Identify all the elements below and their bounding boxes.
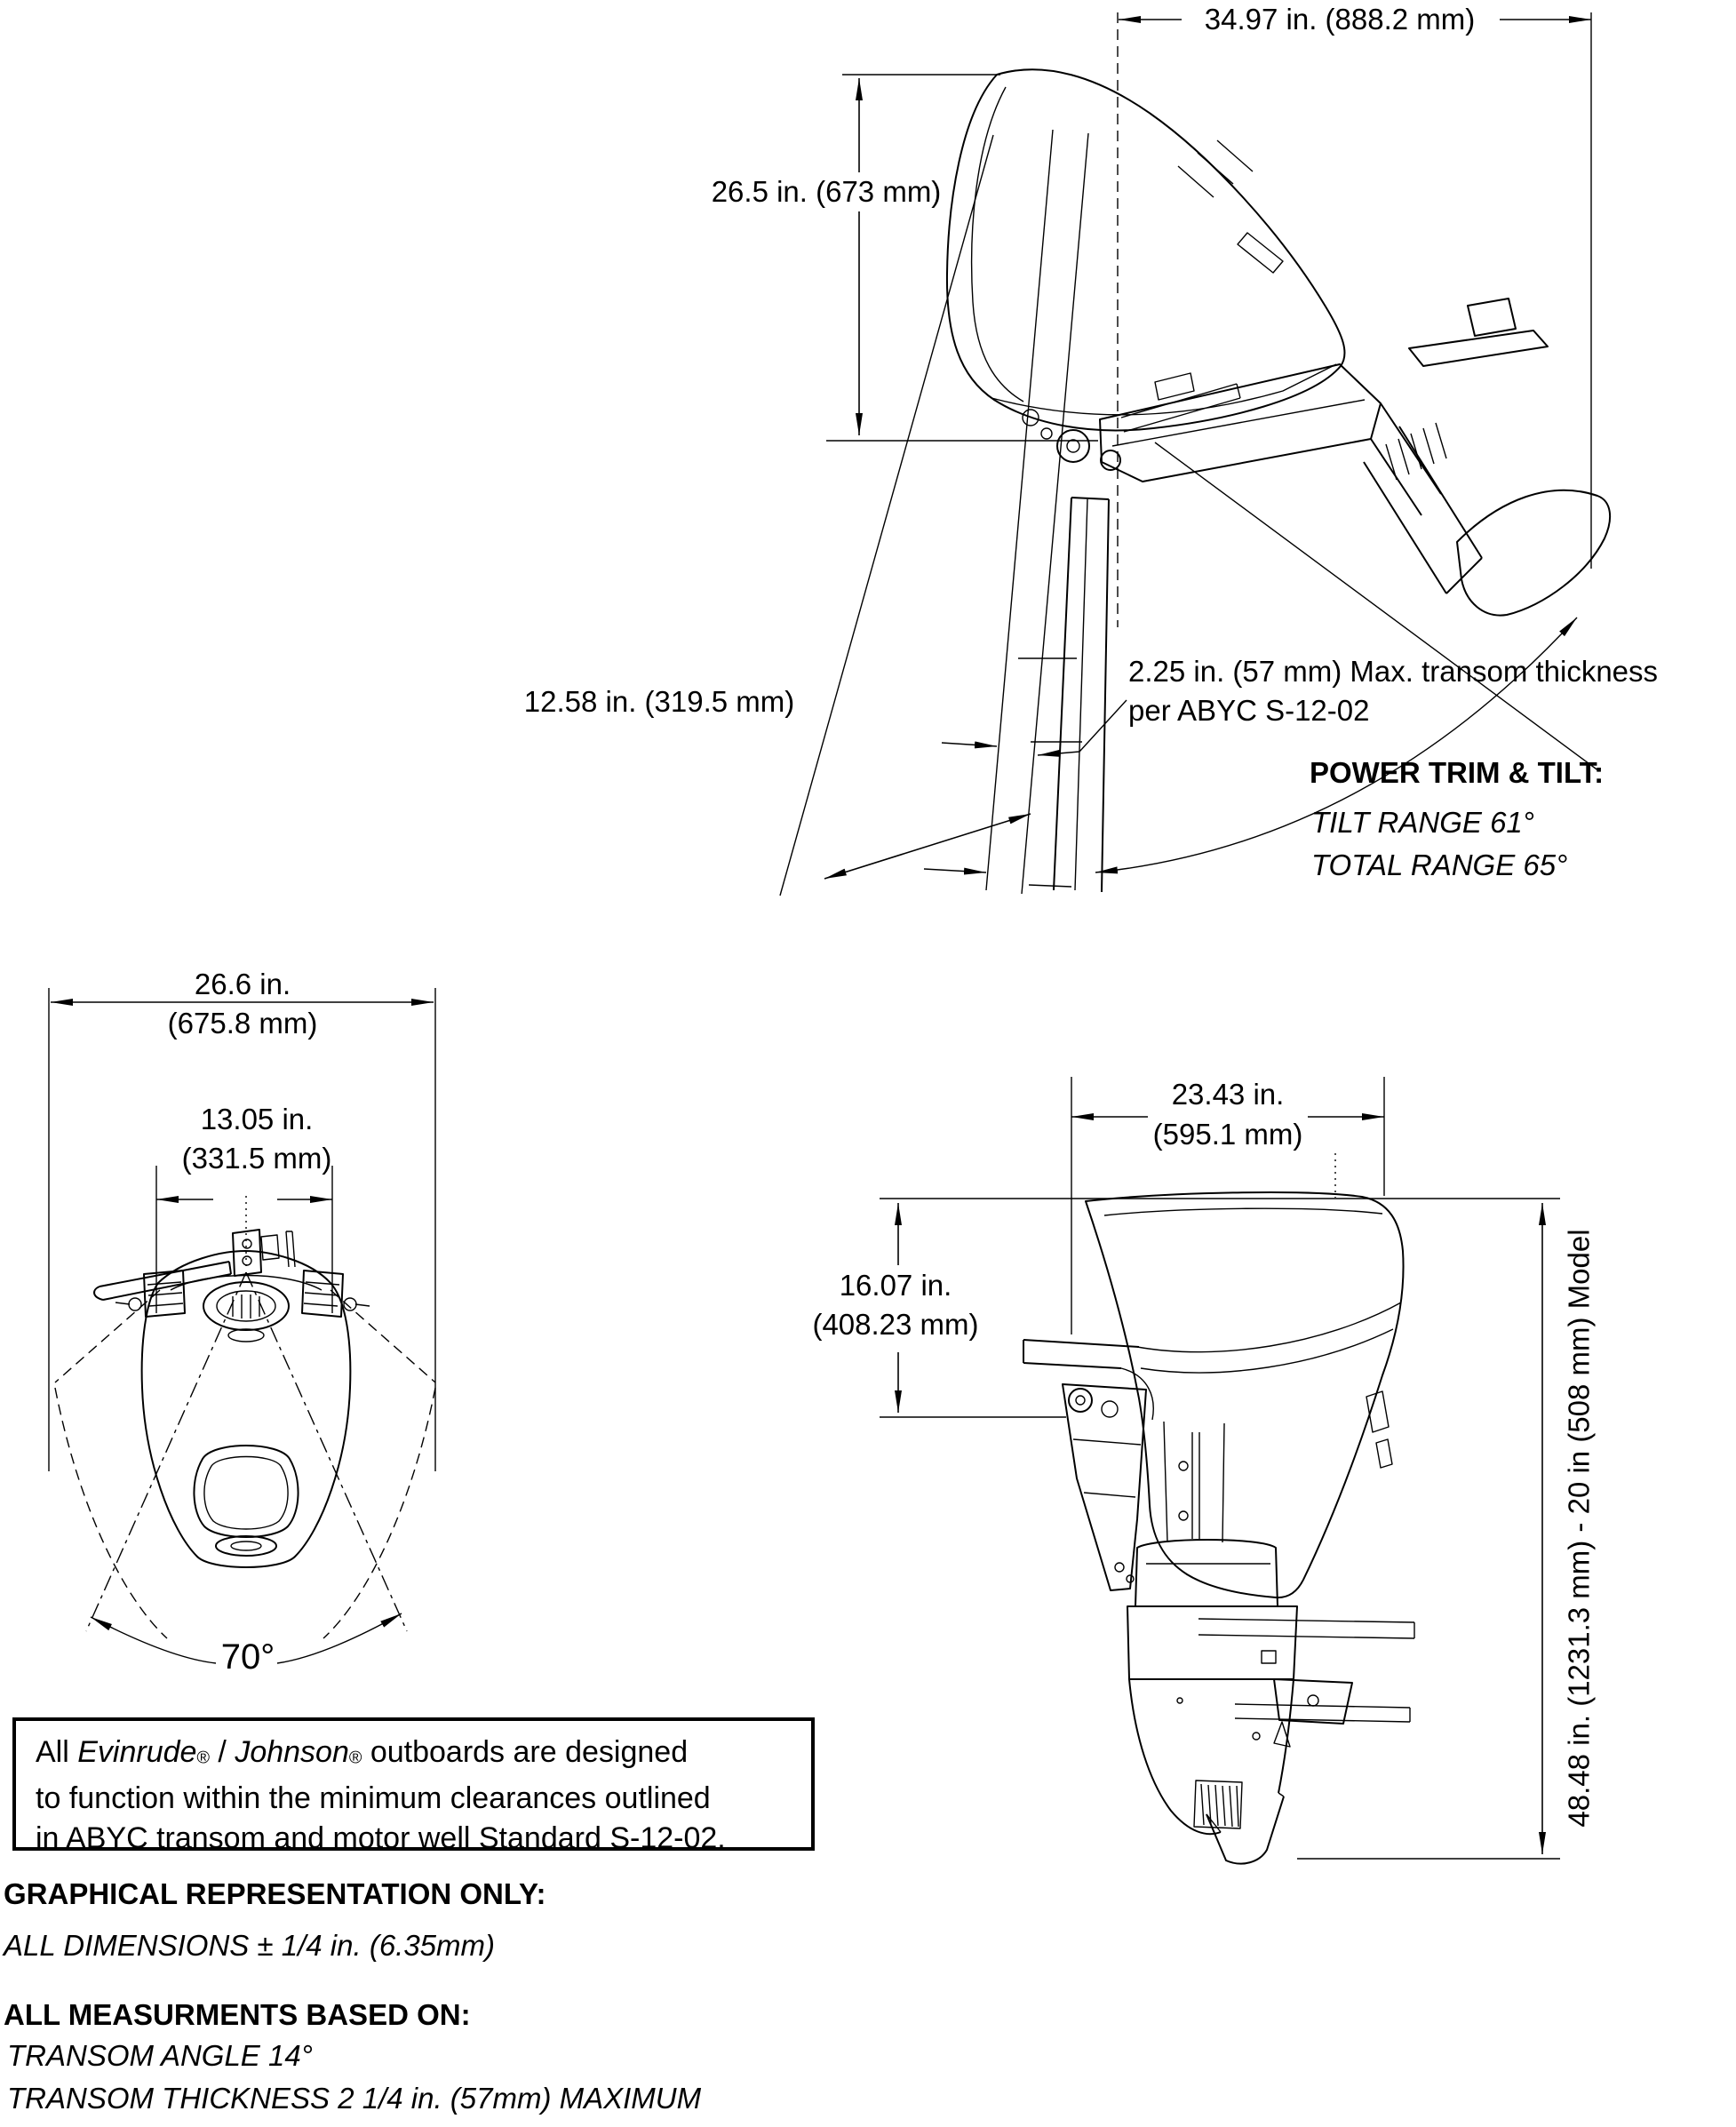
transom-clamps bbox=[115, 1271, 370, 1317]
motor-leg-lines bbox=[1029, 498, 1109, 892]
gearcase-side bbox=[1127, 1606, 1414, 1864]
notice-line3: in ABYC transom and motor well Standard S-12-02. bbox=[36, 1820, 726, 1855]
footer-heading-measurements: ALL MEASURMENTS BASED ON: bbox=[4, 1998, 471, 2031]
dimension-lines-side-view bbox=[880, 1077, 1560, 1859]
side-motor-view bbox=[880, 1077, 1560, 1864]
swivel-bracket-side bbox=[1063, 1384, 1146, 1590]
rear-motor-view bbox=[49, 988, 435, 1663]
steering-sweep-lines bbox=[55, 1272, 435, 1663]
notice-line2: to function within the minimum clearances outlined bbox=[36, 1780, 711, 1815]
tilt-range-note: TILT RANGE 61° bbox=[1311, 806, 1534, 839]
dim-label-transom-offset: 12.58 in. (319.5 mm) bbox=[523, 685, 795, 718]
footer-note-dimensions: ALL DIMENSIONS ± 1/4 in. (6.35mm) bbox=[4, 1929, 496, 1962]
transom-thickness-note-line2: per ABYC S-12-02 bbox=[1128, 694, 1370, 727]
dim-label-rear-outer-mm: (675.8 mm) bbox=[167, 1007, 318, 1040]
footer-heading-graphical: GRAPHICAL REPRESENTATION ONLY: bbox=[4, 1877, 546, 1910]
registered-mark-icon: ® bbox=[196, 1748, 210, 1768]
footer-note-transom-thickness: TRANSOM THICKNESS 2 1/4 in. (57mm) MAXIMUM bbox=[7, 2082, 702, 2115]
dimension-lines-tilted-view bbox=[824, 12, 1591, 879]
dim-label-rear-inner-mm: (331.5 mm) bbox=[181, 1142, 332, 1175]
power-trim-tilt-heading: POWER TRIM & TILT: bbox=[1310, 756, 1605, 789]
dim-label-side-height-in: 16.07 in. bbox=[839, 1269, 952, 1302]
total-range-note: TOTAL RANGE 65° bbox=[1311, 848, 1568, 881]
footer-note-transom-angle: TRANSOM ANGLE 14° bbox=[7, 2039, 313, 2072]
swivel-bracket-detail bbox=[1023, 373, 1240, 470]
dim-label-overall-height-rotated: 48.48 in. (1231.3 mm) - 20 in (508 mm) Model bbox=[1562, 1229, 1596, 1828]
notice-line1: All Evinrude® / Johnson® outboards are designed bbox=[36, 1735, 689, 1769]
cowl-side-outline bbox=[1086, 1192, 1404, 1597]
dim-label-side-width-in: 23.43 in. bbox=[1171, 1078, 1285, 1111]
steering-angle-label: 70° bbox=[220, 1637, 275, 1677]
dim-label-side-height-mm: (408.23 mm) bbox=[812, 1308, 979, 1341]
dim-label-rear-outer-in: 26.6 in. bbox=[194, 968, 291, 1000]
dim-label-rear-inner-in: 13.05 in. bbox=[200, 1103, 314, 1135]
dim-label-cowl-height: 26.5 in. (673 mm) bbox=[711, 175, 942, 208]
brand-johnson: Johnson bbox=[235, 1735, 349, 1769]
cowl-top-outline bbox=[142, 1251, 351, 1567]
dimension-lines-rear-view bbox=[49, 988, 435, 1471]
brand-evinrude: Evinrude bbox=[77, 1735, 197, 1769]
midsection-side bbox=[1135, 1422, 1278, 1606]
dim-label-side-width-mm: (595.1 mm) bbox=[1152, 1118, 1303, 1151]
registered-mark-icon: ® bbox=[348, 1748, 362, 1768]
clearance-notice-box bbox=[12, 1717, 815, 1855]
transom-thickness-note-line1: 2.25 in. (57 mm) Max. transom thickness bbox=[1128, 655, 1659, 688]
dim-label-overall-length: 34.97 in. (888.2 mm) bbox=[1204, 3, 1476, 36]
